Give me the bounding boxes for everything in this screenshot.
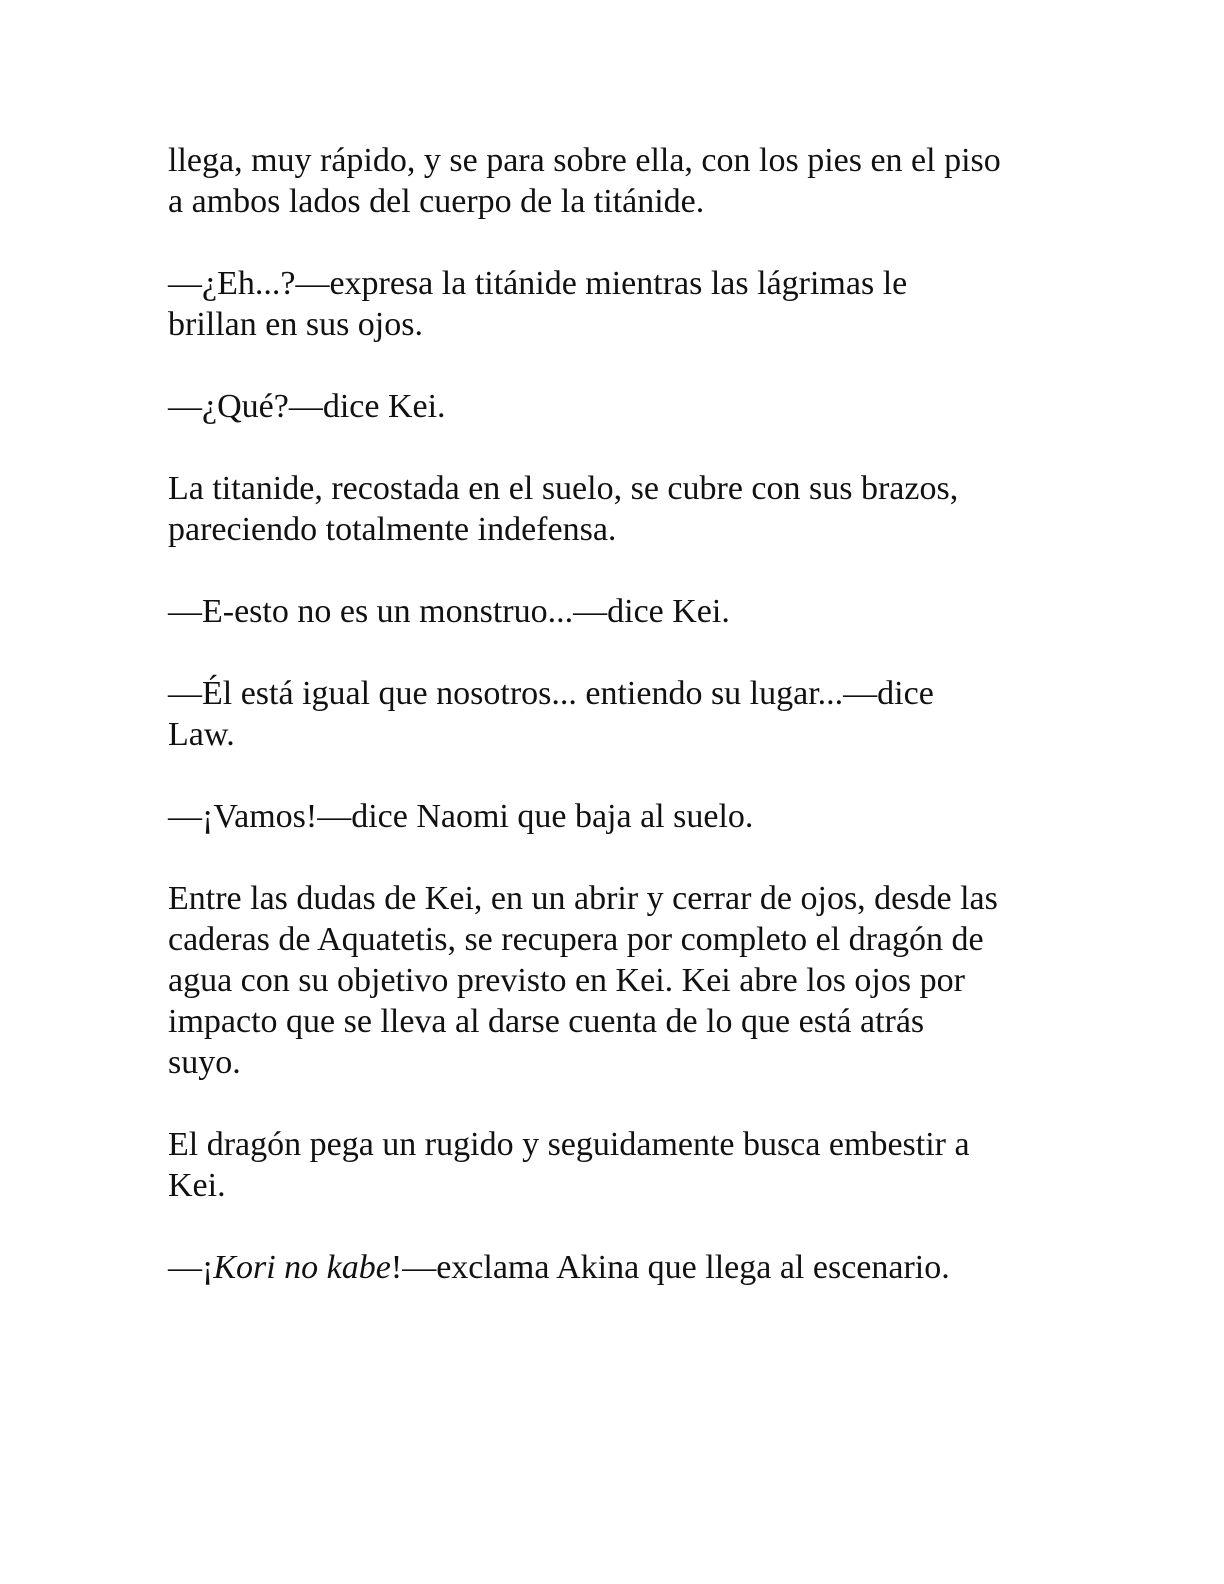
text-line: Law. <box>168 716 235 753</box>
paragraph-7 <box>168 796 1058 837</box>
dialogue-prefix: —¡ <box>168 1249 214 1286</box>
paragraph-9 <box>168 1124 1058 1206</box>
paragraph-10 <box>168 1247 1058 1288</box>
text-line: suyo. <box>168 1044 241 1081</box>
document-page <box>168 140 1058 1329</box>
text-line: —¿Qué?—dice Kei. <box>168 388 446 425</box>
paragraph-2 <box>168 263 1058 345</box>
text-line: —E-esto no es un monstruo...—dice Kei. <box>168 593 730 630</box>
text-line: pareciendo totalmente indefensa. <box>168 511 617 548</box>
dialogue-suffix: !—exclama Akina que llega al escenario. <box>390 1249 950 1286</box>
text-line: brillan en sus ojos. <box>168 306 423 343</box>
italic-spell-name: Kori no kabe <box>213 1249 391 1286</box>
text-line <box>168 1247 1058 1288</box>
paragraph-5 <box>168 591 1058 632</box>
text-line: Kei. <box>168 1167 226 1204</box>
paragraph-6 <box>168 673 1058 755</box>
paragraph-8 <box>168 878 1058 1083</box>
text-line: a ambos lados del cuerpo de la titánide. <box>168 183 705 220</box>
paragraph-4 <box>168 468 1058 550</box>
paragraph-3 <box>168 386 1058 427</box>
text-line: agua con su objetivo previsto en Kei. Kei abre los ojos por <box>168 962 965 999</box>
text-line: —¿Eh...?—expresa la titánide mientras las lágrimas le <box>168 265 908 302</box>
text-line: La titanide, recostada en el suelo, se cubre con sus brazos, <box>168 470 959 507</box>
text-line: —¡Vamos!—dice Naomi que baja al suelo. <box>168 798 754 835</box>
text-line: El dragón pega un rugido y seguidamente busca embestir a <box>168 1126 970 1163</box>
text-line: caderas de Aquatetis, se recupera por completo el dragón de <box>168 921 984 958</box>
text-line: Entre las dudas de Kei, en un abrir y cerrar de ojos, desde las <box>168 880 998 917</box>
text-line: llega, muy rápido, y se para sobre ella, con los pies en el piso <box>168 142 1001 179</box>
paragraph-1 <box>168 140 1058 222</box>
text-line: impacto que se lleva al darse cuenta de lo que está atrás <box>168 1003 925 1040</box>
text-line: —Él está igual que nosotros... entiendo su lugar...—dice <box>168 675 934 712</box>
